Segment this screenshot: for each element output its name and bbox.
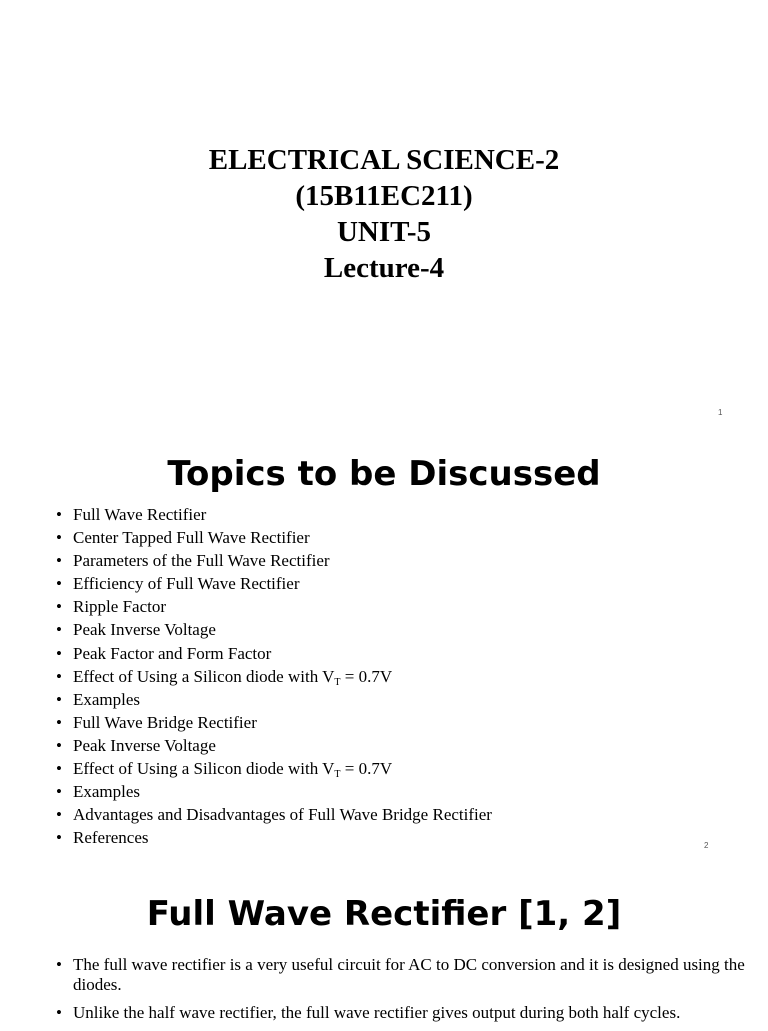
title-line-unit: UNIT-5: [336, 216, 431, 248]
topic-text-suffix: = 0.7V: [340, 666, 393, 686]
topic-item: • Examples: [56, 780, 492, 803]
slide-heading: Topics to be Discussed: [167, 454, 601, 494]
title-line-code: (15B11EC211): [295, 180, 473, 212]
topic-item: • References: [56, 826, 492, 849]
slide-heading: Full Wave Rectifier [1, 2]: [146, 894, 622, 934]
topic-item: [56, 757, 492, 780]
slide-number: 1: [718, 408, 723, 417]
slide-3: [0, 864, 768, 1024]
topic-item: • Peak Factor and Form Factor: [56, 642, 492, 665]
topic-text: Effect of Using a Silicon diode with V: [73, 666, 335, 686]
topic-item: • Peak Inverse Voltage: [56, 618, 492, 641]
topics-list: [56, 503, 492, 849]
topic-item: • Advantages and Disadvantages of Full Wave Bridge Rectifier: [56, 803, 492, 826]
topic-item: [56, 665, 492, 688]
topic-item: • Center Tapped Full Wave Rectifier: [56, 526, 492, 549]
title-line-lecture: Lecture-4: [323, 252, 445, 284]
topic-item: • Full Wave Rectifier: [56, 503, 492, 526]
title-line-course: ELECTRICAL SCIENCE-2: [208, 144, 560, 176]
topic-item: • Ripple Factor: [56, 595, 492, 618]
content-bullet-list: [56, 955, 756, 1031]
topic-text-suffix: = 0.7V: [340, 759, 393, 779]
topic-text: Effect of Using a Silicon diode with V: [73, 759, 335, 779]
topic-subscript: T: [334, 676, 341, 688]
slide-1: [0, 0, 768, 432]
topic-subscript: T: [334, 769, 341, 781]
lecture-title: [0, 142, 768, 286]
topic-item: • Parameters of the Full Wave Rectifier: [56, 549, 492, 572]
topic-item: • Peak Inverse Voltage: [56, 734, 492, 757]
slide-2: [0, 432, 768, 864]
content-bullet: • Unlike the half wave rectifier, the full wave rectifier gives output during both half cycles.: [56, 1003, 756, 1023]
topic-item: • Efficiency of Full Wave Rectifier: [56, 572, 492, 595]
content-bullet: • The full wave rectifier is a very useful circuit for AC to DC conversion and it is designed using the diodes.: [56, 955, 756, 995]
topic-item: • Examples: [56, 688, 492, 711]
slide-number: 2: [704, 841, 709, 850]
topic-item: • Full Wave Bridge Rectifier: [56, 711, 492, 734]
